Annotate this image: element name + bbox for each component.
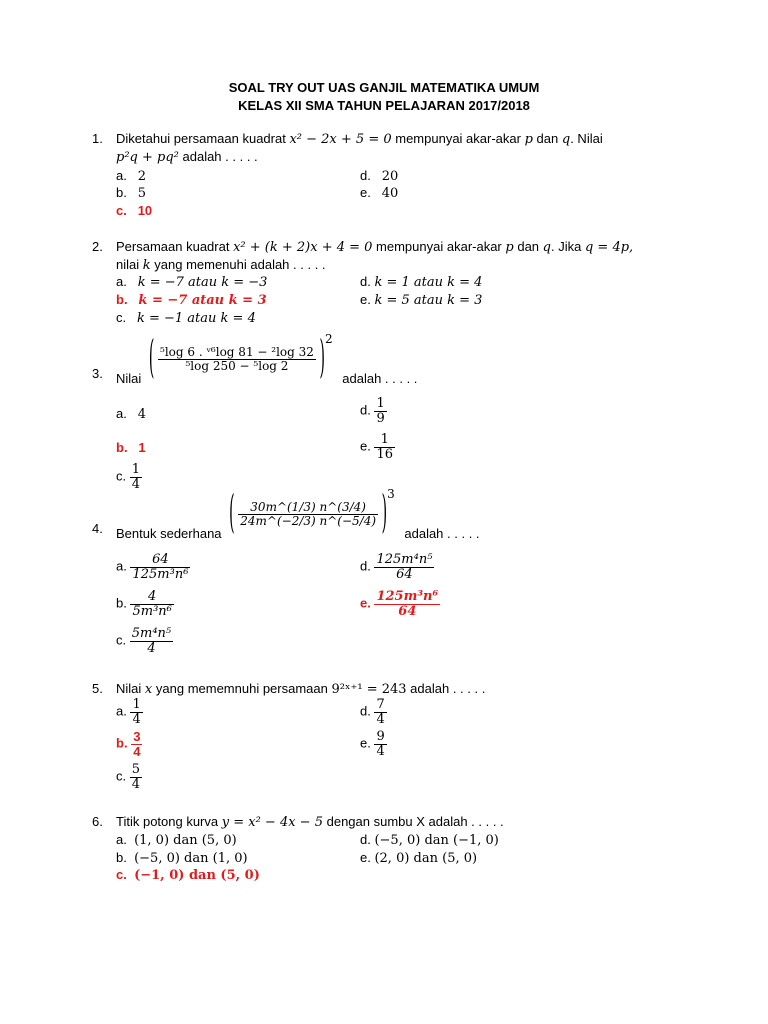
option-a: a. (1, 0) dan (5, 0) [116, 832, 237, 848]
option-e-answer: e. $\frac{\text{125m³n⁶}}{64}$ [360, 589, 439, 619]
question-number: 1. [92, 131, 103, 146]
option-d: d. 20 [360, 168, 399, 184]
question-stem: Nilai ( $\frac{\text{⁵log 6 . ᵛ⁶log 81 − ²log 32}}{\text{⁵log 250 − ⁵log 2}}$ )$^2$ adalah . . . . . [116, 332, 418, 386]
stem-text: Diketahui persamaan kuadrat [116, 131, 286, 146]
option-c-answer: c. 10 [116, 203, 153, 218]
question-stem-line2 [116, 149, 258, 165]
doc-title: SOAL TRY OUT UAS GANJIL MATEMATIKA UMUM [228, 80, 540, 95]
option-a: a. k = −7 atau k = −3 [116, 274, 268, 290]
condition: q = 4p, [584, 240, 634, 255]
expression: p²q + pq² [116, 150, 179, 165]
option-b: b. 5 [116, 185, 146, 201]
option-d: d. $\frac{\text{125m⁴n⁵}}{64}$ [360, 552, 433, 582]
stem-text: mempunyai akar-akar [395, 131, 521, 146]
question-stem [116, 131, 603, 147]
option-a: a. $\frac{64}{\text{125m³n⁶}}$ [116, 552, 189, 582]
option-b-answer: b. 1 [116, 440, 146, 455]
question-number: 4. [92, 521, 103, 536]
question-number: 2. [92, 239, 103, 254]
left-paren: ( [148, 333, 155, 385]
stem-text: dan [536, 131, 559, 146]
equation: y = x² − 4x − 5 [221, 815, 323, 830]
option-d: d. $\frac{1}{9}$ [360, 396, 385, 426]
option-d: d. k = 1 atau k = 4 [360, 274, 483, 290]
option-b: b. $\frac{4}{\text{5m³n⁶}}$ [116, 589, 172, 619]
option-c: c. $\frac{1}{4}$ [116, 462, 141, 492]
option-b-answer: b. $\frac{3}{4}$ [116, 729, 141, 759]
option-c: c. $\frac{\text{5m⁴n⁵}}{4}$ [116, 626, 172, 656]
option-d: d. (−5, 0) dan (−1, 0) [360, 832, 499, 848]
option-e: e. $\frac{9}{4}$ [360, 729, 385, 759]
option-c-answer: c. (−1, 0) dan (5, 0) [116, 867, 260, 883]
option-c: c. k = −1 atau k = 4 [116, 310, 256, 326]
stem-text: adalah . . . . . [182, 149, 258, 164]
exponent-fraction [238, 501, 378, 527]
equation: x² + (k + 2)x + 4 = 0 [233, 240, 373, 255]
fraction-numerator: ⁵log 6 . ᵛ⁶log 81 − ²log 32 [160, 345, 314, 359]
fraction-numerator: 30m^(1/3) n^(3/4) [238, 501, 378, 515]
question-stem: Bentuk sederhana ( $\frac{30m\^{}(1/3) n\^{}(3/4)}{24m\^{}(-2/3) n\^{}(-5/4)}$ )$^3$ adalah . . . . . [116, 487, 480, 541]
equation: x² − 2x + 5 = 0 [289, 132, 392, 147]
option-b-answer: b. k = −7 atau k = 3 [116, 292, 267, 308]
right-paren: ) [381, 488, 388, 540]
question-stem: Nilai x yang mememnuhi persamaan 9²ˣ⁺¹ = 243 adalah . . . . . [116, 681, 486, 697]
fraction-denominator: ⁵log 250 − ⁵log 2 [185, 358, 289, 373]
option-e: e. k = 5 atau k = 3 [360, 292, 483, 308]
question-number: 6. [92, 814, 103, 829]
option-a: a. 2 [116, 168, 146, 184]
left-paren: ( [229, 488, 235, 540]
option-c: c. $\frac{5}{4}$ [116, 762, 141, 792]
question-number: 3. [92, 366, 103, 381]
option-e: e. (2, 0) dan (5, 0) [360, 850, 478, 866]
option-a: a. 4 [116, 406, 146, 422]
right-paren: ) [319, 333, 325, 385]
option-a: a. $\frac{1}{4}$ [116, 697, 141, 727]
var-q: q [561, 132, 571, 147]
option-d: d. $\frac{7}{4}$ [360, 697, 385, 727]
option-e: e. 40 [360, 185, 399, 201]
question-stem: Titik potong kurva y = x² − 4x − 5 dengan sumbu X adalah . . . . . [116, 814, 504, 830]
equation: 9²ˣ⁺¹ = 243 [331, 682, 407, 697]
stem-text: . Nilai [570, 131, 603, 146]
fraction-denominator: 24m^(−2/3) n^(−5/4) [240, 513, 377, 528]
question-stem: Persamaan kuadrat x² + (k + 2)x + 4 = 0 mempunyai akar-akar p dan q. Jika q = 4p, [116, 239, 634, 255]
question-number: 5. [92, 681, 103, 696]
question-stem-line2: nilai k yang memenuhi adalah . . . . . [116, 257, 326, 273]
var-p: p [524, 132, 533, 147]
option-e: e. $\frac{1}{16}$ [360, 432, 394, 462]
doc-subtitle: KELAS XII SMA TAHUN PELAJARAN 2017/2018 [238, 98, 530, 113]
log-fraction [158, 346, 316, 372]
option-b: b. (−5, 0) dan (1, 0) [116, 850, 248, 866]
